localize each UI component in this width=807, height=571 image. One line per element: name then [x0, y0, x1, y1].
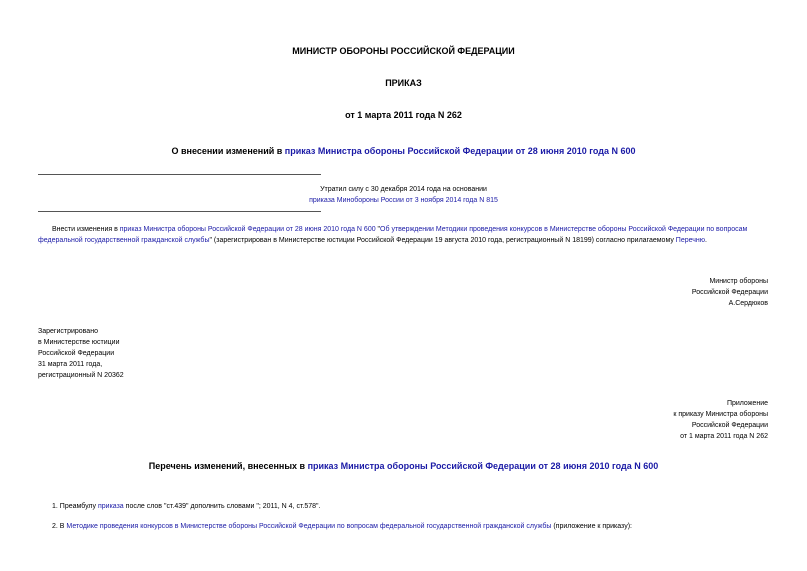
body-link-methodology[interactable]: Об утверждении Методики проведения конкурсов в Министерстве обороны Российской Федерации по вопросам	[380, 226, 748, 233]
item2-prefix: 2. В	[52, 523, 67, 530]
title-prefix: О внесении изменений в	[171, 146, 285, 156]
body-text-4: .	[705, 237, 707, 244]
list-item	[52, 501, 772, 512]
ministry-heading: МИНИСТР ОБОРОНЫ РОССИЙСКОЙ ФЕДЕРАЦИИ	[292, 46, 515, 56]
registration-line: Зарегистрировано	[38, 328, 98, 335]
registration-block	[38, 326, 238, 381]
registration-line: в Министерстве юстиции	[38, 339, 120, 346]
divider-bottom	[38, 211, 321, 212]
signature-line: Российской Федерации	[691, 289, 768, 296]
body-link-order[interactable]: приказ Министра обороны Российской Федерации от 28 июня 2010 года N 600	[119, 226, 376, 233]
list-title-prefix: Перечень изменений, внесенных в	[148, 461, 308, 471]
appendix-line: Российской Федерации	[691, 422, 768, 429]
appendix-line: к приказу Министра обороны	[673, 411, 768, 418]
doc-date-heading: от 1 марта 2011 года N 262	[345, 110, 462, 120]
item1-link[interactable]: приказа	[97, 503, 124, 510]
registration-line: Российской Федерации	[38, 350, 115, 357]
signature-block	[500, 276, 768, 309]
body-text-2: "	[375, 226, 381, 233]
appendix-block	[500, 398, 768, 442]
list-title-link[interactable]: приказ Министра обороны Российской Федерации от 28 июня 2010 года N 600	[307, 461, 659, 471]
body-link-list[interactable]: Перечню	[675, 237, 706, 244]
item2-rest: (приложение к приказу):	[551, 523, 632, 530]
signature-name: А.Сердюков	[728, 300, 768, 307]
signature-line: Министр обороны	[709, 278, 768, 285]
item1-rest: после слов "ст.439" дополнить словами "; 2011, N 4, ст.578".	[123, 503, 321, 510]
appendix-line: от 1 марта 2011 года N 262	[680, 433, 768, 440]
body-link-methodology-cont[interactable]: федеральной государственной гражданской службы	[38, 237, 210, 244]
document-title	[0, 146, 807, 156]
list-title	[0, 461, 807, 471]
item2-link[interactable]: Методике проведения конкурсов в Министерстве обороны Российской Федерации по вопросам федеральной государственной гражданской службы	[66, 523, 552, 530]
appendix-line: Приложение	[726, 400, 768, 407]
body-text-1: Внести изменения в	[52, 226, 120, 233]
body-text-3: " (зарегистрирован в Министерстве юстиции Российской Федерации 19 августа 2010 года, регистрационный N 18199) согласно прилагаемому	[209, 237, 676, 244]
item1-prefix: 1. Преамбулу	[52, 503, 98, 510]
body-paragraph	[38, 224, 778, 246]
title-link[interactable]: приказ Министра обороны Российской Федерации от 28 июня 2010 года N 600	[284, 146, 636, 156]
registration-line: 31 марта 2011 года,	[38, 361, 103, 368]
divider-top	[38, 174, 321, 175]
doc-type-heading: ПРИКАЗ	[385, 78, 422, 88]
registration-line: регистрационный N 20362	[38, 372, 124, 379]
list-item	[52, 521, 772, 532]
status-note-link[interactable]: приказа Минобороны России от 3 ноября 2014 года N 815	[309, 197, 498, 204]
status-note	[0, 184, 807, 206]
status-note-line: Утратил силу с 30 декабря 2014 года на основании	[320, 186, 487, 193]
